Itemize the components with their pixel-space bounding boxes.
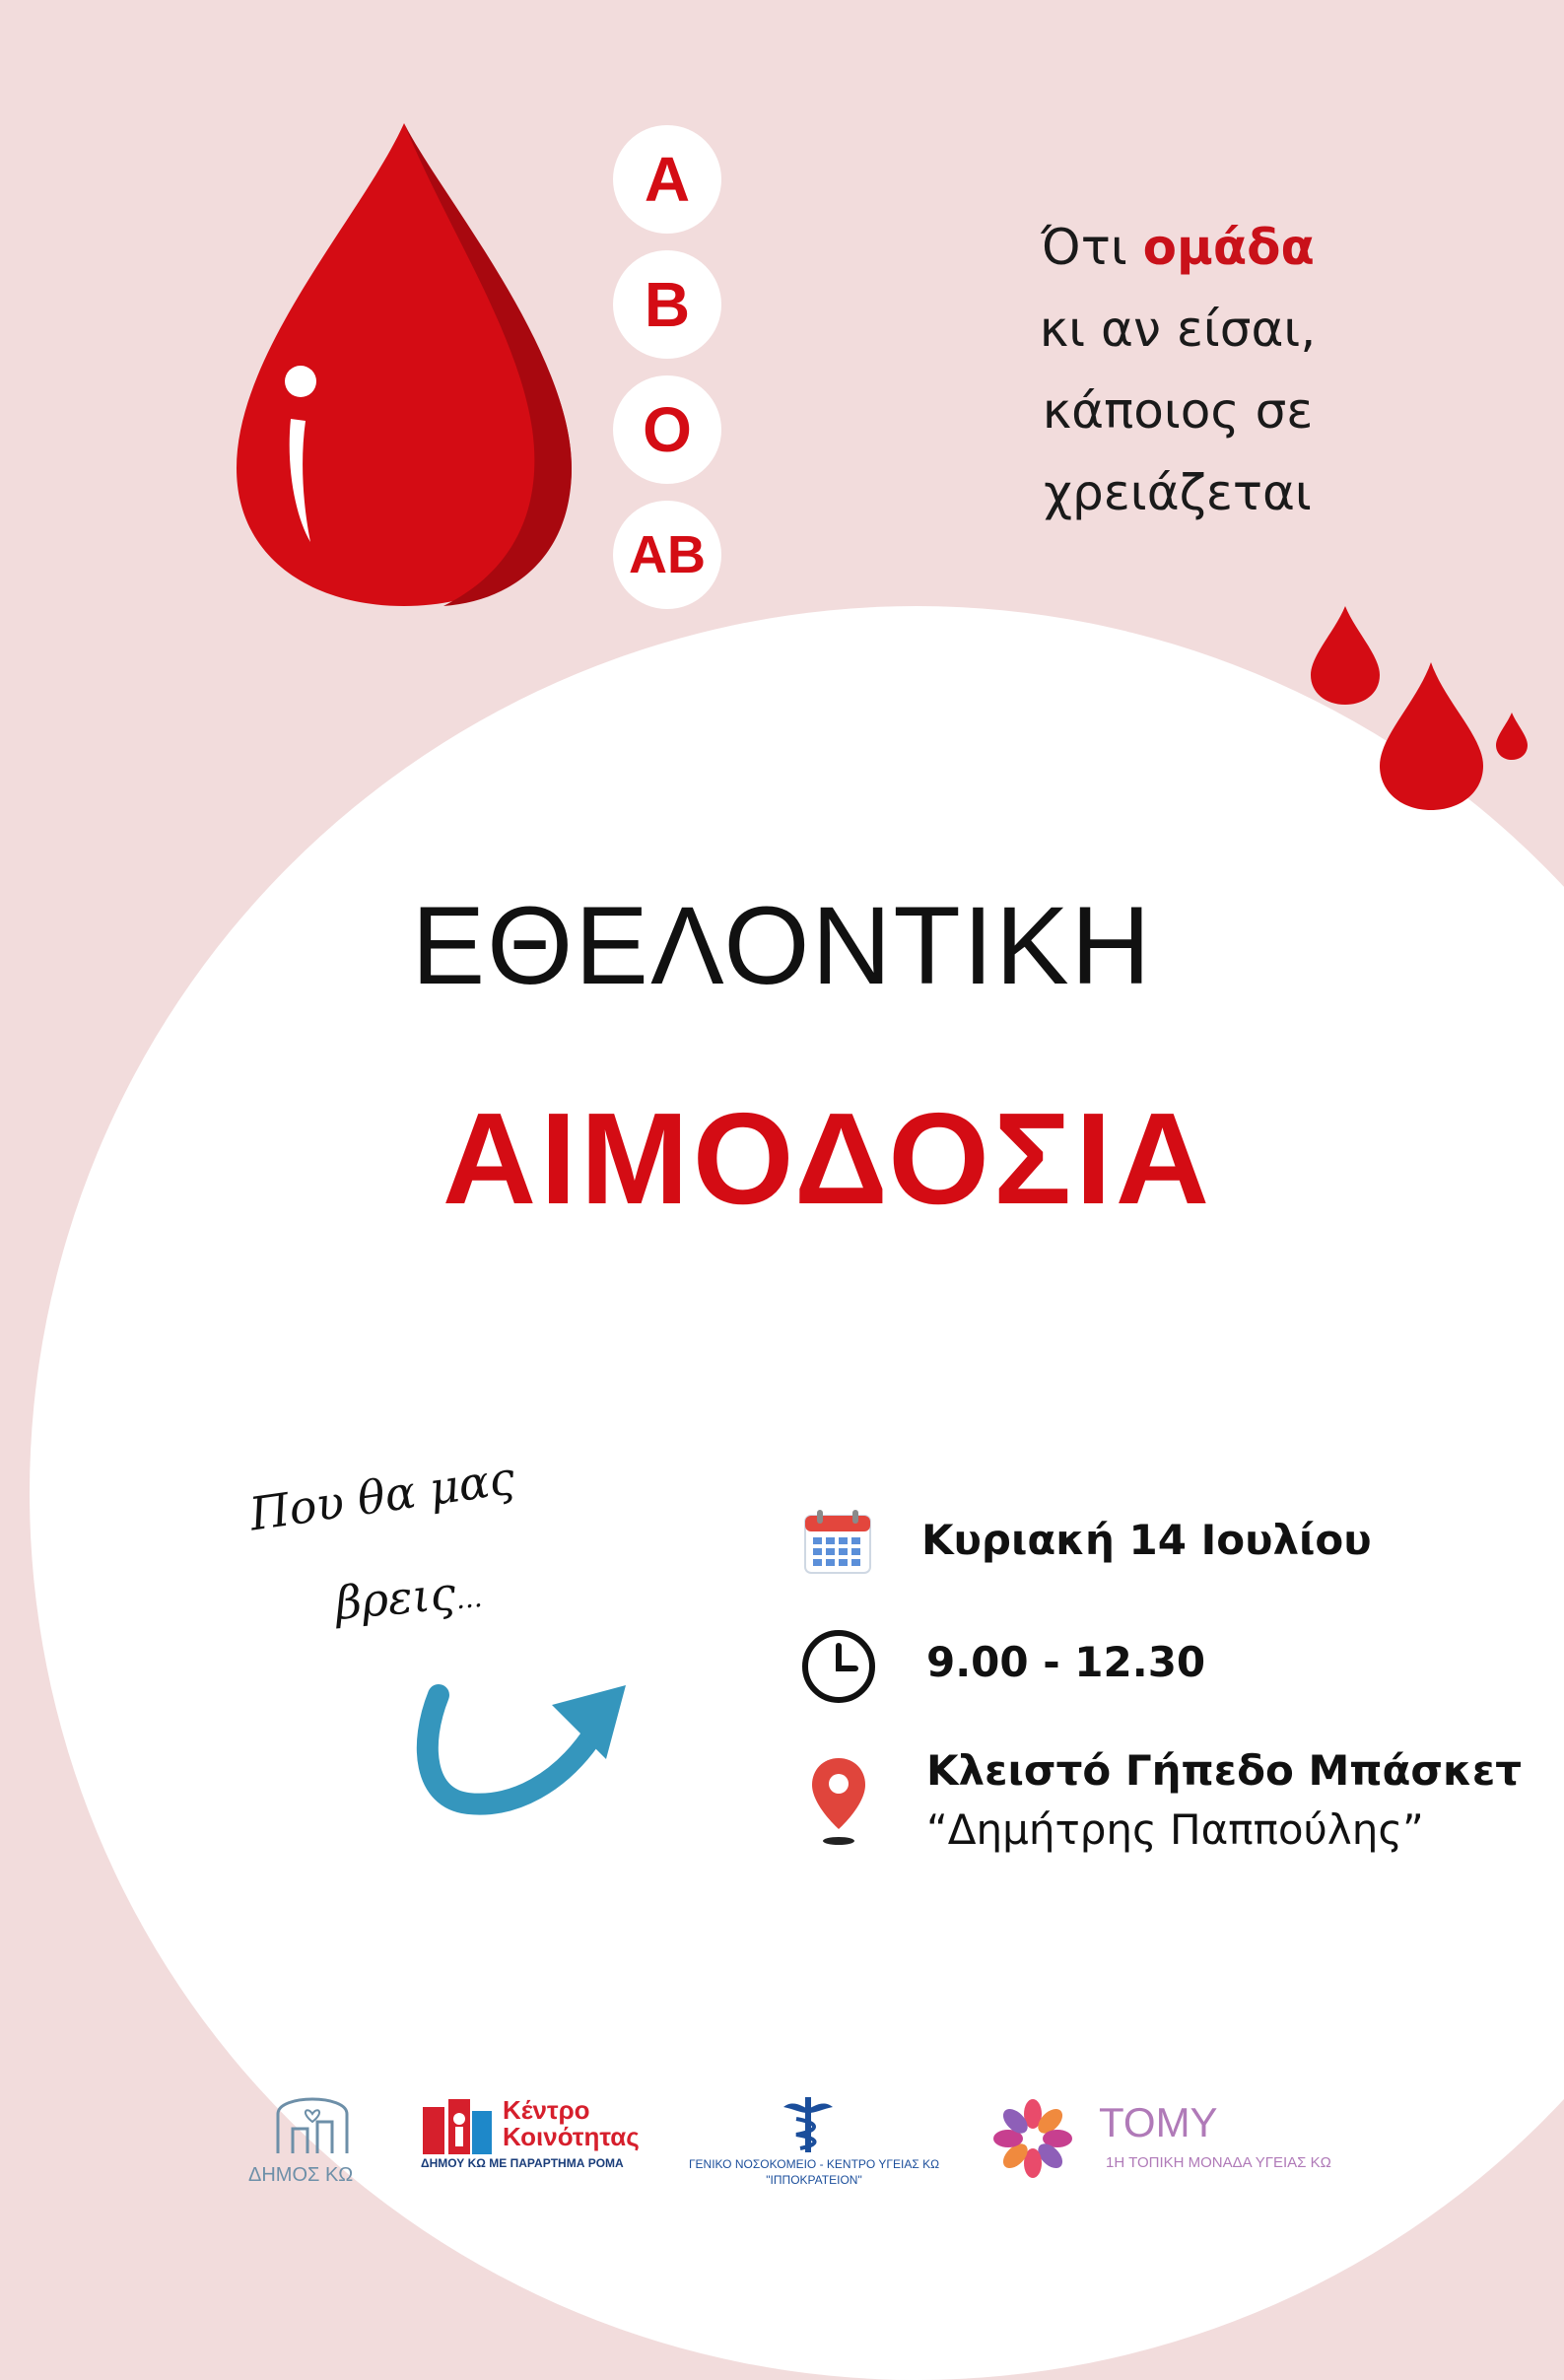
caduceus-icon <box>779 2095 838 2154</box>
where-line1: Που θα μας <box>246 1451 518 1541</box>
tagline-part1: Ότι <box>1041 219 1143 276</box>
hospital-label <box>666 2156 962 2188</box>
blood-group-a-badge: A <box>613 125 721 234</box>
calendar-icon <box>803 1508 872 1575</box>
blood-drop-icon <box>237 123 572 616</box>
kentro-sub: ΔΗΜΟΥ ΚΩ ΜΕ ΠΑΡΑΡΤΗΜΑ ΡΟΜΑ <box>421 2156 624 2170</box>
title-volunteer: ΕΘΕΛΟΝΤΙΚΗ <box>411 884 1153 1007</box>
event-time: 9.00 - 12.30 <box>926 1638 1206 1686</box>
dimos-label: ΔΗΜΟΣ ΚΩ <box>248 2164 354 2186</box>
hospital-line2: "ΙΠΠΟΚΡΑΤΕΙΟΝ" <box>766 2173 862 2187</box>
event-date: Κυριακή 14 Ιουλίου <box>921 1516 1372 1564</box>
dimos-logo-icon <box>268 2084 357 2158</box>
tagline-highlight: ομάδα <box>1142 219 1315 276</box>
blood-group-ab-badge: AB <box>613 501 721 609</box>
blood-group-o-badge: O <box>613 375 721 484</box>
arrow-icon <box>414 1675 631 1823</box>
tagline-line2: κι αν είσαι, <box>1039 301 1317 358</box>
where-line2-text: βρεις <box>333 1566 458 1630</box>
tagline-line4: χρειάζεται <box>1044 464 1312 521</box>
event-venue-name: “Δημήτρης Παππούλης” <box>926 1805 1424 1854</box>
tomy-label: ΤΟΜΥ <box>1099 2099 1218 2145</box>
location-pin-icon <box>810 1756 867 1847</box>
blood-group-b-badge: B <box>613 250 721 359</box>
where-ellipsis: ... <box>454 1580 484 1616</box>
medium-drop-icon <box>1380 662 1483 810</box>
flower-icon <box>988 2097 1077 2181</box>
kentro-logo-icon <box>421 2097 495 2156</box>
clock-icon <box>800 1628 877 1705</box>
title-blood-donation: ΑΙΜΟΔΟΣΙΑ <box>442 1086 1214 1231</box>
small-drop-icon <box>1311 606 1380 705</box>
tomy-sub: 1Η ΤΟΠΙΚΗ ΜΟΝΑΔΑ ΥΓΕΙΑΣ ΚΩ <box>1106 2154 1331 2171</box>
kentro-line1: Κέντρο <box>503 2095 590 2125</box>
kentro-label <box>503 2097 640 2150</box>
event-venue: Κλειστό Γήπεδο Μπάσκετ <box>926 1746 1523 1795</box>
tagline-line3: κάποιος σε <box>1042 382 1314 440</box>
kentro-line2: Κοινότητας <box>503 2122 640 2151</box>
hospital-line1: ΓΕΝΙΚΟ ΝΟΣΟΚΟΜΕΙΟ - ΚΕΝΤΡΟ ΥΓΕΙΑΣ ΚΩ <box>688 2157 940 2171</box>
tagline <box>971 207 1385 534</box>
tiny-drop-icon <box>1496 713 1528 760</box>
